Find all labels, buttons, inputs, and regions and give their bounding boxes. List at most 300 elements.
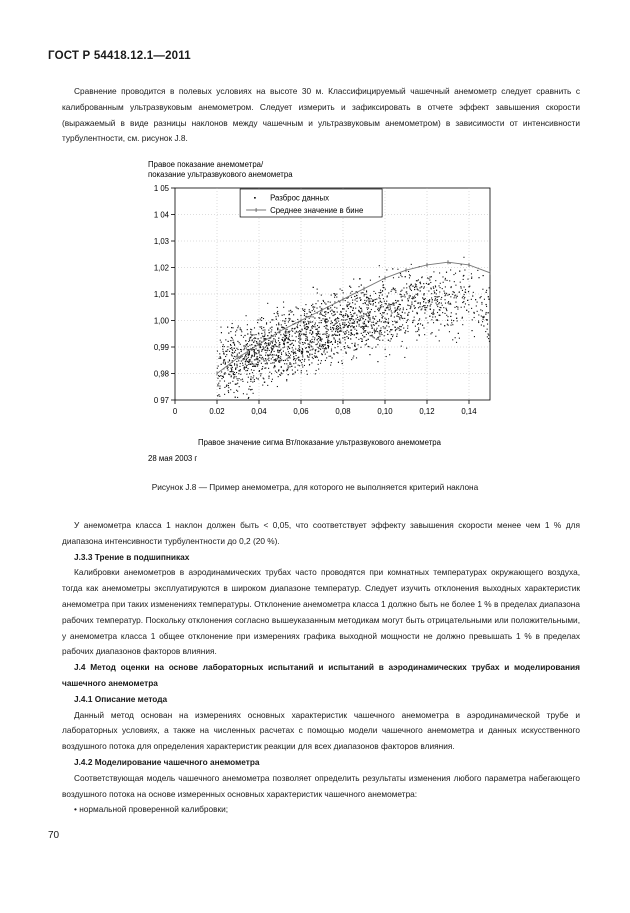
scatter-point <box>454 292 455 293</box>
scatter-point <box>424 313 425 314</box>
scatter-point <box>221 364 222 365</box>
scatter-point <box>242 359 243 360</box>
scatter-point <box>447 316 448 317</box>
scatter-point <box>288 331 289 332</box>
scatter-point <box>301 370 302 371</box>
scatter-point <box>348 308 349 309</box>
scatter-point <box>284 321 285 322</box>
scatter-point <box>305 321 306 322</box>
scatter-point <box>230 371 231 372</box>
scatter-point <box>385 303 386 304</box>
scatter-point <box>319 334 320 335</box>
scatter-point <box>420 282 421 283</box>
scatter-point <box>245 346 246 347</box>
scatter-point <box>358 344 359 345</box>
scatter-point <box>260 347 261 348</box>
scatter-point <box>461 288 462 289</box>
scatter-point <box>379 331 380 332</box>
scatter-point <box>379 332 380 333</box>
scatter-point <box>385 327 386 328</box>
scatter-point <box>372 304 373 305</box>
scatter-point <box>358 319 359 320</box>
scatter-point <box>292 336 293 337</box>
scatter-point <box>268 340 269 341</box>
scatter-point <box>344 337 345 338</box>
scatter-point <box>285 338 286 339</box>
scatter-point <box>240 327 241 328</box>
scatter-point <box>380 327 381 328</box>
scatter-point <box>302 359 303 360</box>
scatter-point <box>334 301 335 302</box>
scatter-point <box>365 302 366 303</box>
scatter-point <box>248 397 249 398</box>
scatter-point <box>231 354 232 355</box>
scatter-point <box>321 314 322 315</box>
scatter-point <box>391 334 392 335</box>
scatter-point <box>379 309 380 310</box>
scatter-point <box>478 314 479 315</box>
scatter-point <box>217 395 218 396</box>
scatter-point <box>258 364 259 365</box>
scatter-point <box>401 296 402 297</box>
scatter-point <box>408 312 409 313</box>
scatter-point <box>297 350 298 351</box>
scatter-point <box>260 319 261 320</box>
scatter-point <box>315 329 316 330</box>
intro-paragraph: Сравнение проводится в полевых условиях на высоте 30 м. Классифицируемый чашечный анемометр следует сравнить с калиброванным ультразвуковым анемометром. Следует измерить и зафиксировать в отчете эффект завышения скорости (выражаемый в виде разницы наклонов между чашечным и ультразвуковым анемометром) в зависимости от интенсивности турбулентности, см. рисунок J.8. <box>62 86 580 144</box>
scatter-point <box>306 316 307 317</box>
scatter-point <box>280 334 281 335</box>
scatter-point <box>299 351 300 352</box>
scatter-point <box>406 348 407 349</box>
scatter-point <box>324 333 325 334</box>
scatter-point <box>259 371 260 372</box>
scatter-point <box>335 331 336 332</box>
scatter-point <box>453 320 454 321</box>
scatter-point <box>409 277 410 278</box>
scatter-point <box>345 315 346 316</box>
scatter-point <box>404 296 405 297</box>
scatter-point <box>290 310 291 311</box>
scatter-point <box>398 300 399 301</box>
scatter-point <box>309 364 310 365</box>
scatter-point <box>407 319 408 320</box>
scatter-point <box>278 355 279 356</box>
scatter-point <box>262 357 263 358</box>
scatter-point <box>444 325 445 326</box>
scatter-point <box>362 339 363 340</box>
scatter-point <box>433 322 434 323</box>
scatter-point <box>305 348 306 349</box>
scatter-point <box>250 329 251 330</box>
scatter-point <box>304 315 305 316</box>
scatter-point <box>272 357 273 358</box>
scatter-point <box>387 306 388 307</box>
scatter-point <box>325 360 326 361</box>
scatter-point <box>356 295 357 296</box>
scatter-point <box>408 271 409 272</box>
scatter-point <box>232 327 233 328</box>
scatter-point <box>293 350 294 351</box>
scatter-point <box>465 289 466 290</box>
scatter-point <box>450 269 451 270</box>
scatter-point <box>302 342 303 343</box>
scatter-point <box>415 284 416 285</box>
scatter-point <box>374 332 375 333</box>
scatter-point <box>225 351 226 352</box>
scatter-point <box>433 311 434 312</box>
scatter-point <box>344 339 345 340</box>
scatter-point <box>439 272 440 273</box>
scatter-point <box>313 309 314 310</box>
scatter-point <box>323 351 324 352</box>
scatter-point <box>430 276 431 277</box>
scatter-point <box>265 355 266 356</box>
scatter-point <box>466 310 467 311</box>
scatter-point <box>237 349 238 350</box>
scatter-point <box>253 377 254 378</box>
scatter-point <box>375 331 376 332</box>
scatter-point <box>289 356 290 357</box>
scatter-point <box>360 312 361 313</box>
scatter-point <box>374 311 375 312</box>
scatter-point <box>383 298 384 299</box>
scatter-point <box>268 378 269 379</box>
scatter-point <box>487 329 488 330</box>
scatter-point <box>259 340 260 341</box>
scatter-point <box>282 339 283 340</box>
scatter-point <box>309 309 310 310</box>
scatter-point <box>332 344 333 345</box>
scatter-point <box>245 364 246 365</box>
scatter-point <box>271 358 272 359</box>
scatter-point <box>224 387 225 388</box>
scatter-point <box>444 313 445 314</box>
scatter-point <box>382 312 383 313</box>
scatter-point <box>423 294 424 295</box>
scatter-point <box>320 349 321 350</box>
scatter-point <box>260 357 261 358</box>
scatter-point <box>482 321 483 322</box>
body-paragraph: У анемометра класса 1 наклон должен быть < 0,05, что соответствует эффекту завышения скорости менее чем 1 % для диапазона интенсивности турбулентности до 0,2 (20 %). <box>62 520 580 546</box>
scatter-point <box>275 340 276 341</box>
scatter-point <box>423 288 424 289</box>
scatter-point <box>419 318 420 319</box>
scatter-point <box>241 349 242 350</box>
scatter-point <box>264 334 265 335</box>
scatter-point <box>356 326 357 327</box>
scatter-point <box>462 317 463 318</box>
scatter-point <box>217 385 218 386</box>
scatter-point <box>289 362 290 363</box>
scatter-point <box>414 287 415 288</box>
scatter-point <box>341 290 342 291</box>
scatter-point <box>295 353 296 354</box>
scatter-point <box>432 316 433 317</box>
scatter-point <box>437 304 438 305</box>
scatter-point <box>250 381 251 382</box>
scatter-point <box>233 371 234 372</box>
scatter-point <box>331 321 332 322</box>
scatter-point <box>305 334 306 335</box>
scatter-point <box>278 323 279 324</box>
scatter-point <box>283 334 284 335</box>
scatter-point <box>274 313 275 314</box>
section-heading: J.3.3 Трение в подшипниках <box>74 551 190 562</box>
scatter-point <box>390 308 391 309</box>
scatter-point <box>237 327 238 328</box>
scatter-point <box>268 368 269 369</box>
scatter-point <box>390 330 391 331</box>
scatter-point <box>456 313 457 314</box>
scatter-point <box>406 291 407 292</box>
scatter-point <box>387 295 388 296</box>
scatter-point <box>352 310 353 311</box>
scatter-point <box>315 303 316 304</box>
scatter-point <box>288 365 289 366</box>
scatter-point <box>445 294 446 295</box>
scatter-point <box>343 319 344 320</box>
scatter-point <box>442 312 443 313</box>
scatter-point <box>305 327 306 328</box>
scatter-point <box>254 340 255 341</box>
scatter-point <box>339 314 340 315</box>
scatter-point <box>321 295 322 296</box>
scatter-point <box>326 337 327 338</box>
scatter-point <box>275 341 276 342</box>
scatter-point <box>364 295 365 296</box>
scatter-point <box>333 337 334 338</box>
scatter-point <box>437 296 438 297</box>
scatter-point <box>401 276 402 277</box>
scatter-point <box>347 327 348 328</box>
scatter-point <box>286 354 287 355</box>
scatter-point <box>221 371 222 372</box>
x-tick-label: 0,06 <box>293 407 309 416</box>
scatter-point <box>386 356 387 357</box>
scatter-point <box>251 357 252 358</box>
scatter-point <box>478 277 479 278</box>
y-tick-label: 1,01 <box>153 290 169 299</box>
scatter-point <box>409 295 410 296</box>
scatter-point <box>224 359 225 360</box>
scatter-point <box>280 360 281 361</box>
scatter-point <box>373 316 374 317</box>
scatter-point <box>300 335 301 336</box>
scatter-point <box>240 329 241 330</box>
scatter-point <box>272 379 273 380</box>
scatter-point <box>354 313 355 314</box>
scatter-point <box>370 304 371 305</box>
scatter-point <box>383 322 384 323</box>
scatter-point <box>396 329 397 330</box>
scatter-point <box>223 353 224 354</box>
scatter-point <box>302 349 303 350</box>
scatter-point <box>331 350 332 351</box>
scatter-point <box>342 316 343 317</box>
scatter-point <box>337 341 338 342</box>
scatter-point <box>474 336 475 337</box>
scatter-point <box>230 340 231 341</box>
scatter-point <box>331 295 332 296</box>
scatter-point <box>356 357 357 358</box>
scatter-point <box>266 345 267 346</box>
scatter-point <box>450 316 451 317</box>
scatter-point <box>350 293 351 294</box>
scatter-point <box>372 332 373 333</box>
scatter-point <box>371 335 372 336</box>
scatter-point <box>248 398 249 399</box>
scatter-point <box>395 292 396 293</box>
scatter-point <box>317 347 318 348</box>
scatter-point <box>275 336 276 337</box>
scatter-point <box>456 297 457 298</box>
scatter-point <box>261 317 262 318</box>
scatter-point <box>415 301 416 302</box>
scatter-point <box>410 295 411 296</box>
scatter-point <box>371 298 372 299</box>
figure-caption: Рисунок J.8 — Пример анемометра, для которого не выполняется критерий наклона <box>151 482 479 492</box>
scatter-point <box>431 276 432 277</box>
scatter-point <box>382 317 383 318</box>
scatter-point <box>262 385 263 386</box>
scatter-point <box>433 309 434 310</box>
scatter-point <box>231 327 232 328</box>
scatter-point <box>433 271 434 272</box>
scatter-point <box>349 347 350 348</box>
scatter-point <box>228 390 229 391</box>
scatter-point <box>351 318 352 319</box>
scatter-point <box>345 331 346 332</box>
scatter-point <box>308 359 309 360</box>
scatter-point <box>256 352 257 353</box>
scatter-point <box>355 349 356 350</box>
scatter-point <box>334 334 335 335</box>
scatter-point <box>422 297 423 298</box>
scatter-point <box>343 327 344 328</box>
scatter-point <box>217 378 218 379</box>
scatter-point <box>405 276 406 277</box>
scatter-point <box>312 354 313 355</box>
scatter-point <box>437 301 438 302</box>
scatter-point <box>277 386 278 387</box>
scatter-point <box>488 333 489 334</box>
scatter-point <box>270 342 271 343</box>
scatter-point <box>391 304 392 305</box>
scatter-point <box>369 298 370 299</box>
scatter-point <box>462 297 463 298</box>
scatter-point <box>430 333 431 334</box>
scatter-point <box>279 342 280 343</box>
scatter-point <box>381 332 382 333</box>
scatter-point <box>342 337 343 338</box>
scatter-point <box>274 351 275 352</box>
scatter-point <box>281 354 282 355</box>
scatter-point <box>374 329 375 330</box>
scatter-point <box>260 346 261 347</box>
scatter-point <box>225 339 226 340</box>
scatter-point <box>326 322 327 323</box>
scatter-point <box>384 332 385 333</box>
scatter-point <box>304 342 305 343</box>
scatter-point <box>271 331 272 332</box>
scatter-point <box>240 357 241 358</box>
scatter-point <box>401 346 402 347</box>
scatter-point <box>414 296 415 297</box>
scatter-point <box>265 347 266 348</box>
scatter-point <box>234 344 235 345</box>
scatter-point <box>284 346 285 347</box>
scatter-point <box>285 329 286 330</box>
scatter-point <box>231 371 232 372</box>
scatter-point <box>368 317 369 318</box>
scatter-point <box>244 358 245 359</box>
scatter-point <box>328 312 329 313</box>
scatter-point <box>394 289 395 290</box>
scatter-point <box>364 294 365 295</box>
scatter-point <box>326 325 327 326</box>
scatter-point <box>315 350 316 351</box>
scatter-point <box>344 346 345 347</box>
scatter-point <box>245 340 246 341</box>
scatter-point <box>322 339 323 340</box>
scatter-point <box>369 303 370 304</box>
scatter-point <box>239 366 240 367</box>
scatter-point <box>298 341 299 342</box>
scatter-point <box>382 340 383 341</box>
scatter-point <box>338 326 339 327</box>
scatter-point <box>296 336 297 337</box>
scatter-point <box>252 363 253 364</box>
scatter-point <box>304 365 305 366</box>
scatter-point <box>404 312 405 313</box>
scatter-point <box>268 376 269 377</box>
scatter-point <box>322 348 323 349</box>
scatter-point <box>224 373 225 374</box>
scatter-point <box>248 357 249 358</box>
scatter-point <box>281 352 282 353</box>
scatter-point <box>280 358 281 359</box>
scatter-point <box>294 358 295 359</box>
scatter-point <box>452 324 453 325</box>
scatter-point <box>218 366 219 367</box>
scatter-point <box>446 293 447 294</box>
scatter-point <box>295 372 296 373</box>
scatter-point <box>248 354 249 355</box>
scatter-point <box>451 312 452 313</box>
scatter-point <box>444 299 445 300</box>
scatter-point <box>318 336 319 337</box>
scatter-point <box>401 294 402 295</box>
scatter-point <box>267 350 268 351</box>
scatter-point <box>312 304 313 305</box>
scatter-point <box>324 350 325 351</box>
scatter-point <box>312 336 313 337</box>
scatter-point <box>391 312 392 313</box>
scatter-point <box>283 351 284 352</box>
scatter-point <box>364 300 365 301</box>
scatter-point <box>286 325 287 326</box>
scatter-point <box>437 320 438 321</box>
chart-svg <box>140 150 500 470</box>
scatter-point <box>218 375 219 376</box>
scatter-point <box>272 346 273 347</box>
scatter-point <box>336 326 337 327</box>
scatter-point <box>322 345 323 346</box>
scatter-point <box>333 325 334 326</box>
scatter-point <box>391 315 392 316</box>
scatter-point <box>431 297 432 298</box>
